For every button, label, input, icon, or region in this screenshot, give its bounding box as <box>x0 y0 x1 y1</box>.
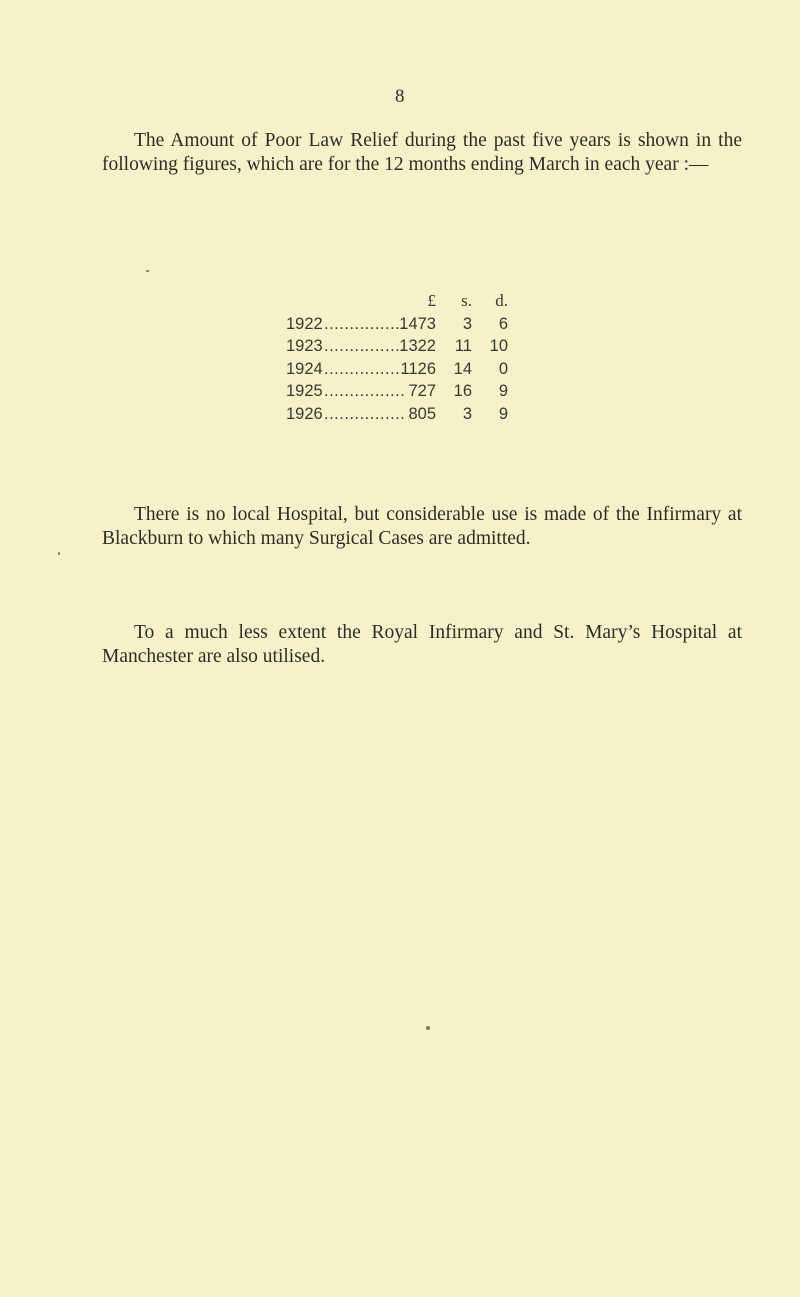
year-cell: 1924 <box>286 359 323 378</box>
ink-speck <box>146 270 149 272</box>
pence-cell: 6 <box>498 314 508 333</box>
dot-leader: ................ <box>324 359 406 378</box>
year-cell: 1925 <box>286 382 323 400</box>
dot-leader: ................ <box>324 337 406 355</box>
pence-cell: 0 <box>498 359 508 378</box>
pence-cell: 9 <box>498 404 508 423</box>
year-cell: 1926 <box>286 404 323 423</box>
pence-cell: 10 <box>489 337 508 355</box>
year-cell: 1923 <box>286 337 323 355</box>
shillings-cell: 11 <box>454 337 472 355</box>
shillings-header: s. <box>461 291 472 310</box>
table-row <box>286 313 546 336</box>
shillings-cell: 14 <box>453 359 472 378</box>
pence-cell: 9 <box>498 382 508 400</box>
intro-paragraph: The Amount of Poor Law Relief during the past five years is shown in the following figures, which are for the 12 months ending March in each year :— <box>102 130 742 175</box>
table-row <box>286 380 546 403</box>
page-number: 8 <box>395 86 405 107</box>
hospital-paragraph: There is no local Hospital, but considerable use is made of the Infirmary at Blackburn to which many Surgical Cases are admitted. <box>102 504 742 549</box>
ink-speck <box>58 552 60 555</box>
shillings-cell: 3 <box>462 404 472 423</box>
dot-leader: ................ <box>324 314 406 333</box>
dot-leader: ................ <box>324 404 406 423</box>
table-row <box>286 335 546 358</box>
pence-header: d. <box>495 291 508 310</box>
table-header-row <box>286 290 546 313</box>
pounds-header: £ <box>427 291 436 310</box>
year-cell: 1922 <box>286 314 323 333</box>
poor-law-relief-table <box>286 290 546 425</box>
table-row <box>286 358 546 381</box>
dot-leader: ................ <box>324 382 406 400</box>
pounds-cell: 1473 <box>399 314 436 333</box>
ink-speck <box>426 1026 430 1030</box>
table-row <box>286 403 546 426</box>
pounds-cell: 727 <box>408 382 436 400</box>
pounds-cell: 1126 <box>400 359 436 378</box>
shillings-cell: 16 <box>453 382 472 400</box>
pounds-cell: 1322 <box>399 337 436 355</box>
royal-infirmary-paragraph: To a much less extent the Royal Infirmary and St. Mary’s Hospital at Manchester are also utilised. <box>102 622 742 667</box>
pounds-cell: 805 <box>408 404 436 423</box>
shillings-cell: 3 <box>462 314 472 333</box>
